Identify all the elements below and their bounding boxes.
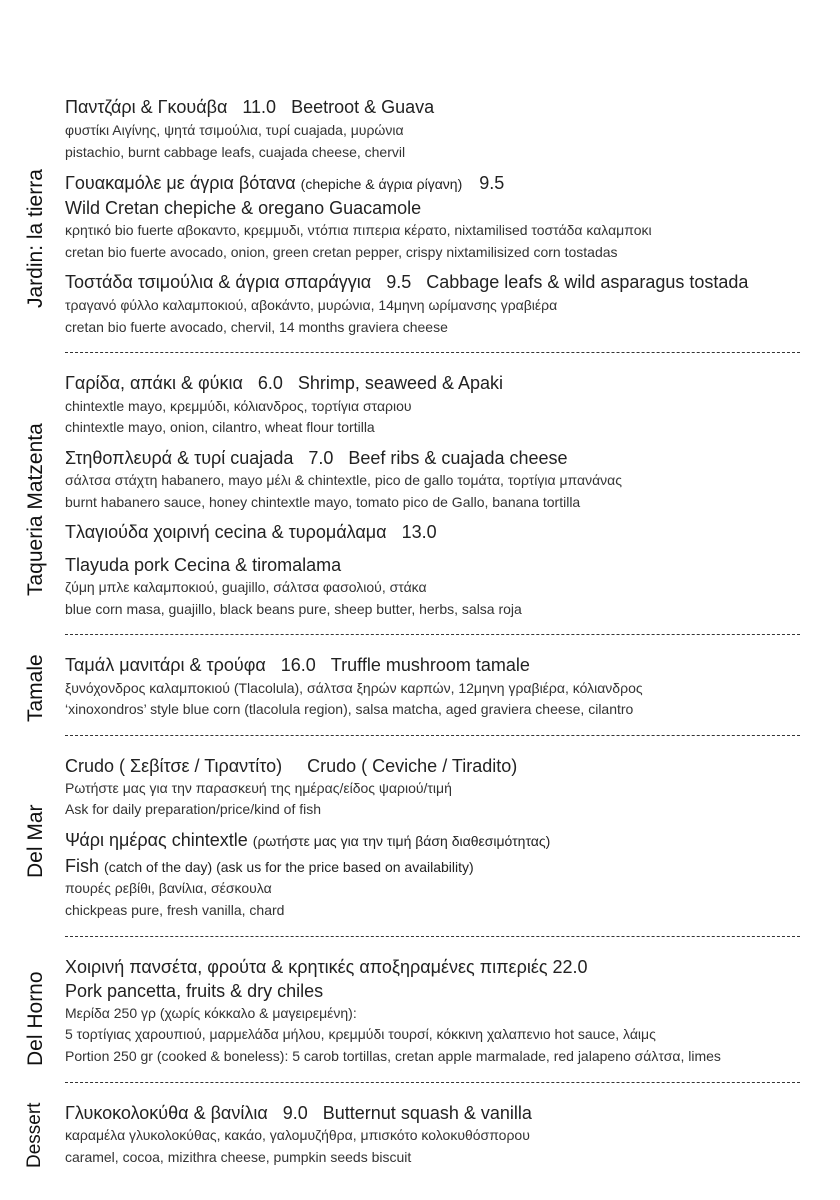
menu-item-desc: burnt habanero sauce, honey chintextle mayo, tomato pico de Gallo, banana tortilla: [65, 494, 581, 510]
section-divider: [65, 735, 800, 736]
menu-item-title: Γλυκοκολοκύθα & βανίλια 9.0 Butternut squash & vanilla: [65, 1103, 532, 1123]
menu-item-desc: 5 τορτίγιας χαρουπιού, μαρμελάδα μήλου, κρεμμύδι τουρσί, κόκκινη χαλαπενιο hot sauce, λάιμς: [65, 1026, 656, 1042]
section-label-del-horno: Del Horno: [24, 971, 47, 1066]
menu-item-desc: Μερίδα 250 γρ (χωρίς κόκκαλο & μαγειρεμένη):: [65, 1005, 357, 1021]
section-divider: [65, 1082, 800, 1083]
title-main: Γουακαμόλε με άγρια βότανα: [65, 173, 296, 193]
menu-item-title: Crudo ( Σεβίτσε / Τιραντίτο) Crudo ( Ceviche / Tiradito): [65, 756, 518, 776]
section-divider: [65, 936, 800, 937]
menu-item-desc: ξυνόχονδρος καλαμποκιού (Tlacolula), σάλτσα ξηρών καρπών, 12μηνη γραβιέρα, κόλιανδρος: [65, 680, 643, 696]
menu-item-desc: cretan bio fuerte avocado, onion, green cretan pepper, crispy nixtamilisized corn tostadas: [65, 244, 618, 260]
menu-item-desc: φυστίκι Αιγίνης, ψητά τσιμούλια, τυρί cuajada, μυρώνια: [65, 122, 404, 138]
menu-item-desc: Ask for daily preparation/price/kind of fish: [65, 801, 322, 817]
section-label-del-mar: Del Mar: [24, 804, 47, 878]
section-label-jardin: Jardin: la tierra: [24, 169, 47, 308]
menu-item-title: Τοστάδα τσιμούλια & άγρια σπαράγγια 9.5 Cabbage leafs & wild asparagus tostada: [65, 272, 749, 292]
menu-item-title: [65, 173, 504, 194]
menu-item-desc: pistachio, burnt cabbage leafs, cuajada cheese, chervil: [65, 144, 406, 160]
menu-item-title: Τλαγιούδα χοιρινή cecina & τυρομάλαμα 13.0: [65, 522, 437, 542]
menu-item-desc: κρητικό bio fuerte αβοκαντο, κρεμμυδι, ντόπια πιπερια κέρατο, nixtamilised τοστάδα καλαμποκι: [65, 222, 652, 238]
menu-item-desc: cretan bio fuerte avocado, chervil, 14 months graviera cheese: [65, 319, 448, 335]
menu-item-title-en: Pork pancetta, fruits & dry chiles: [65, 981, 324, 1001]
section-divider: [65, 352, 800, 353]
title-price: 9.5: [479, 173, 505, 193]
menu-item-desc: chintextle mayo, κρεμμύδι, κόλιανδρος, τορτίγια σταριου: [65, 398, 412, 414]
menu-item-desc: Portion 250 gr (cooked & boneless): 5 carob tortillas, cretan apple marmalade, red jalapeno σάλτσα, limes: [65, 1048, 721, 1064]
menu-item-title: Χοιρινή πανσέτα, φρούτα & κρητικές αποξηραμένες πιπεριές 22.0: [65, 957, 588, 977]
menu-item-desc: chickpeas pure, fresh vanilla, chard: [65, 902, 285, 918]
menu-item-title-en: [65, 856, 474, 877]
menu-item-title: Παντζάρι & Γκουάβα 11.0 Beetroot & Guava: [65, 97, 435, 117]
title-main: Ψάρι ημέρας chintextle: [65, 830, 248, 850]
menu-item-title-en: Tlayuda pork Cecina & tiromalama: [65, 555, 342, 575]
menu-item-desc: καραμέλα γλυκολοκύθας, κακάο, γαλομυζήθρα, μπισκότο κολοκυθόσπορου: [65, 1127, 530, 1143]
title-note: (ρωτήστε μας για την τιμή βάση διαθεσιμότητας): [252, 833, 551, 849]
menu-item-desc: Ρωτήστε μας για την παρασκευή της ημέρας/είδος ψαριού/τιμή: [65, 780, 452, 796]
menu-item-desc: σάλτσα στάχτη habanero, mayo μέλι & chintextle, pico de gallo τομάτα, τορτίγια μπανάνας: [65, 472, 622, 488]
menu-item-desc: blue corn masa, guajillo, black beans pure, sheep butter, herbs, salsa roja: [65, 601, 522, 617]
section-divider: [65, 634, 800, 635]
title-main: Fish: [65, 856, 100, 876]
section-label-taqueria: Taqueria Matzenta: [24, 423, 47, 596]
menu-item-title: Γαρίδα, απάκι & φύκια 6.0 Shrimp, seaweed & Apaki: [65, 373, 504, 393]
menu-item-title-en: Wild Cretan chepiche & oregano Guacamole: [65, 198, 422, 218]
menu-item-desc: chintextle mayo, onion, cilantro, wheat flour tortilla: [65, 419, 375, 435]
menu-item-desc: πουρές ρεβίθι, βανίλια, σέσκουλα: [65, 880, 272, 896]
title-note: (chepiche & άγρια ρίγανη): [300, 176, 463, 192]
section-label-tamale: Tamale: [24, 654, 47, 722]
menu-item-desc: ‘xinoxondros’ style blue corn (tlacolula region), salsa matcha, aged graviera cheese, cilantro: [65, 701, 634, 717]
menu-item-desc: ζύμη μπλε καλαμποκιού, guajillo, σάλτσα φασολιού, στάκα: [65, 579, 427, 595]
menu-item-desc: caramel, cocoa, mizithra cheese, pumpkin seeds biscuit: [65, 1149, 412, 1165]
menu-item-title: Στηθοπλευρά & τυρί cuajada 7.0 Beef ribs & cuajada cheese: [65, 448, 568, 468]
menu-item-title: [65, 830, 550, 851]
menu-item-desc: τραγανό φύλλο καλαμποκιού, αβοκάντο, μυρώνια, 14μηνη ωρίμανσης γραβιέρα: [65, 297, 558, 313]
section-label-dessert: Dessert: [24, 1102, 45, 1168]
menu-item-title: Ταμάλ μανιτάρι & τρούφα 16.0 Truffle mushroom tamale: [65, 655, 530, 675]
title-note: (catch of the day) (ask us for the price based on availability): [104, 859, 474, 875]
